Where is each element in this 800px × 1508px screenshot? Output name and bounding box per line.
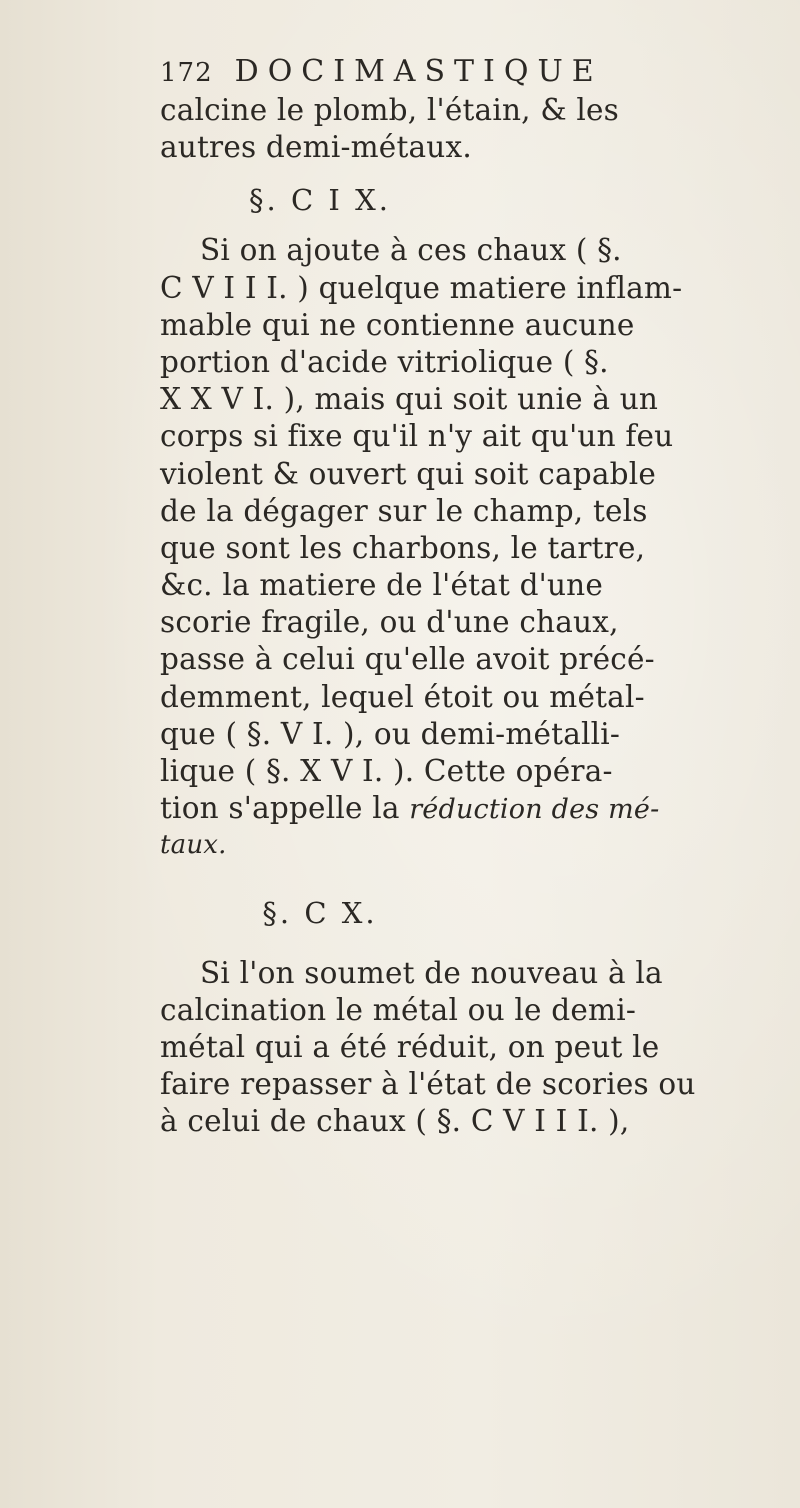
text-line: calcine le plomb, l'étain, & les bbox=[160, 93, 619, 127]
text-line: scorie fragile, ou d'une chaux, bbox=[160, 605, 619, 640]
text-line bbox=[160, 790, 770, 827]
text-line: de la dégager sur le champ, tels bbox=[160, 493, 648, 528]
page-text bbox=[160, 52, 770, 1141]
text-line: violent & ouvert qui soit capable bbox=[160, 456, 657, 491]
italic-term: réduction des mé- bbox=[409, 794, 660, 826]
text-line: faire repasser à l'état de scories ou bbox=[160, 1067, 696, 1102]
text-line: calcination le métal ou le demi- bbox=[160, 992, 636, 1027]
text-line: X X V I. ), mais qui soit unie à un bbox=[160, 382, 659, 417]
paragraph-first-line: Si on ajoute à ces chaux ( §. bbox=[200, 233, 622, 268]
section-heading-110: §. C X. bbox=[262, 895, 378, 930]
text-run: tion s'appelle la bbox=[160, 791, 410, 826]
italic-term-continuation: taux. bbox=[160, 830, 227, 861]
section-heading-109: §. C I X. bbox=[249, 183, 391, 218]
page-header bbox=[160, 52, 770, 92]
page-number: 172 bbox=[160, 58, 213, 88]
text-line: portion d'acide vitriolique ( §. bbox=[160, 344, 609, 379]
text-line: passe à celui qu'elle avoit précé- bbox=[160, 642, 655, 677]
text-line: corps si fixe qu'il n'y ait qu'un feu bbox=[160, 419, 674, 454]
text-line: demment, lequel étoit ou métal- bbox=[160, 679, 645, 714]
text-line: que sont les charbons, le tartre, bbox=[160, 530, 646, 565]
text-line: que ( §. V I. ), ou demi-métalli- bbox=[160, 716, 621, 751]
paragraph-first-line: Si l'on soumet de nouveau à la bbox=[200, 955, 663, 990]
text-line: autres demi-métaux. bbox=[160, 130, 472, 165]
text-line: lique ( §. X V I. ). Cette opéra- bbox=[160, 754, 613, 788]
text-line: mable qui ne contienne aucune bbox=[160, 307, 635, 342]
text-line: à celui de chaux ( §. C V I I I. ), bbox=[160, 1104, 630, 1139]
text-line: C V I I I. ) quelque matiere inflam- bbox=[160, 270, 683, 305]
text-line: métal qui a été réduit, on peut le bbox=[160, 1029, 660, 1064]
text-line: &c. la matiere de l'état d'une bbox=[160, 568, 604, 603]
running-title: DOCIMASTIQUE bbox=[234, 54, 603, 89]
